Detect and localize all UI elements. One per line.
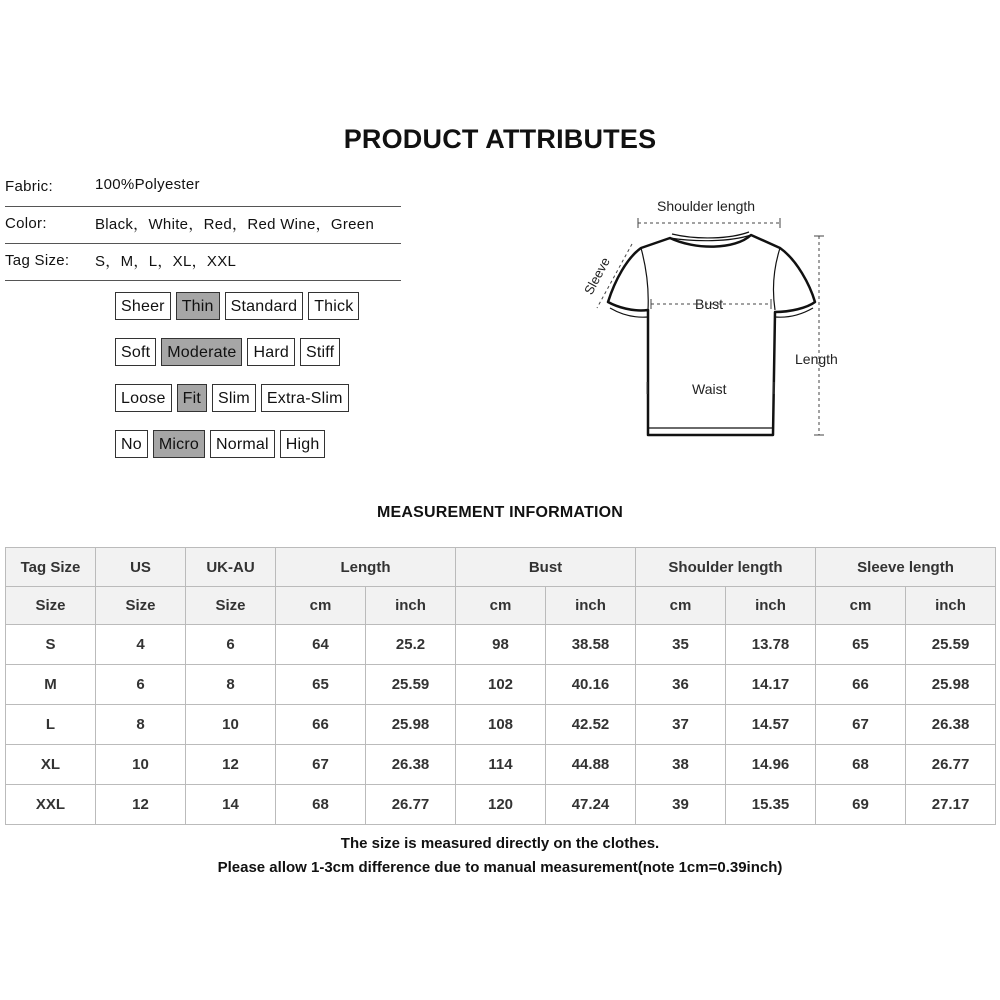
- attr-value: 100%Polyester: [95, 176, 200, 193]
- table-header-row: [6, 548, 996, 587]
- column-header: UK-AU: [186, 548, 276, 587]
- table-cell: 8: [186, 665, 276, 705]
- option-chips: [115, 384, 349, 412]
- sleeve-label: Sleeve: [581, 254, 613, 298]
- option-chip-thin: Thin: [176, 292, 220, 320]
- table-cell: 10: [186, 705, 276, 745]
- table-cell: 38.58: [546, 625, 636, 665]
- note-difference: Please allow 1-3cm difference due to manual measurement(note 1cm=0.39inch): [217, 859, 783, 876]
- option-chip-stiff: Stiff: [300, 338, 340, 366]
- column-subheader: inch: [906, 587, 996, 625]
- table-cell: 4: [96, 625, 186, 665]
- attr-value: Black，White，Red，Red Wine，Green: [95, 216, 375, 233]
- column-subheader: Size: [186, 587, 276, 625]
- attr-row-color: [5, 207, 401, 244]
- divider: [5, 280, 401, 281]
- table-cell: 26.38: [906, 705, 996, 745]
- table-cell: 25.98: [366, 705, 456, 745]
- table-row: [6, 785, 996, 825]
- page-title: PRODUCT ATTRIBUTES: [343, 124, 657, 154]
- table-cell: 66: [276, 705, 366, 745]
- option-chip-fit: Fit: [177, 384, 207, 412]
- table-cell: 26.77: [366, 785, 456, 825]
- option-chip-thick: Thick: [308, 292, 359, 320]
- option-chip-sheer: Sheer: [115, 292, 171, 320]
- column-header: Tag Size: [6, 548, 96, 587]
- table-cell: 67: [816, 705, 906, 745]
- table-cell: 12: [96, 785, 186, 825]
- table-cell: 35: [636, 625, 726, 665]
- bust-label: Bust: [695, 296, 724, 312]
- measurement-title: MEASUREMENT INFORMATION: [376, 504, 624, 521]
- table-cell: XXL: [6, 785, 96, 825]
- table-cell: 68: [276, 785, 366, 825]
- table-cell: 47.24: [546, 785, 636, 825]
- table-cell: 25.2: [366, 625, 456, 665]
- option-chip-no: No: [115, 430, 148, 458]
- table-cell: L: [6, 705, 96, 745]
- measurement-table: [5, 547, 996, 825]
- table-cell: 102: [456, 665, 546, 705]
- column-subheader: cm: [456, 587, 546, 625]
- table-cell: 14.17: [726, 665, 816, 705]
- table-cell: 25.98: [906, 665, 996, 705]
- table-cell: 14.57: [726, 705, 816, 745]
- table-cell: 66: [816, 665, 906, 705]
- column-header: Sleeve length: [816, 548, 996, 587]
- waist-label: Waist: [692, 381, 727, 397]
- option-chip-high: High: [280, 430, 326, 458]
- table-cell: 38: [636, 745, 726, 785]
- table-row: [6, 745, 996, 785]
- table-cell: 65: [816, 625, 906, 665]
- option-chip-micro: Micro: [153, 430, 205, 458]
- table-cell: M: [6, 665, 96, 705]
- table-cell: 37: [636, 705, 726, 745]
- table-body: [6, 625, 996, 825]
- table-cell: XL: [6, 745, 96, 785]
- table-cell: 39: [636, 785, 726, 825]
- column-header: Bust: [456, 548, 636, 587]
- attr-label: Tag Size:: [5, 252, 70, 269]
- table-cell: 15.35: [726, 785, 816, 825]
- length-label: Length: [795, 351, 838, 367]
- option-chips: [115, 292, 359, 320]
- column-subheader: inch: [726, 587, 816, 625]
- option-chip-moderate: Moderate: [161, 338, 242, 366]
- column-subheader: inch: [546, 587, 636, 625]
- table-cell: 120: [456, 785, 546, 825]
- table-cell: 65: [276, 665, 366, 705]
- table-cell: 42.52: [546, 705, 636, 745]
- attr-label: Color:: [5, 215, 47, 232]
- option-chip-soft: Soft: [115, 338, 156, 366]
- attr-row-tag-size: [5, 244, 401, 281]
- option-chip-slim: Slim: [212, 384, 256, 412]
- column-header: Length: [276, 548, 456, 587]
- attr-value: S，M，L，XL，XXL: [95, 253, 237, 270]
- tshirt-outline-icon: [575, 190, 860, 450]
- attr-label: Fabric:: [5, 178, 53, 195]
- table-cell: 67: [276, 745, 366, 785]
- table-cell: 12: [186, 745, 276, 785]
- note-measured: The size is measured directly on the clothes.: [340, 835, 660, 852]
- table-cell: 68: [816, 745, 906, 785]
- table-cell: 26.77: [906, 745, 996, 785]
- table-subheader-row: [6, 587, 996, 625]
- option-chip-standard: Standard: [225, 292, 304, 320]
- table-cell: S: [6, 625, 96, 665]
- option-chip-extra-slim: Extra-Slim: [261, 384, 349, 412]
- attr-row-fabric: [5, 170, 401, 207]
- column-subheader: Size: [6, 587, 96, 625]
- table-cell: 25.59: [906, 625, 996, 665]
- table-cell: 27.17: [906, 785, 996, 825]
- shoulder-length-label: Shoulder length: [657, 198, 756, 214]
- table-cell: 8: [96, 705, 186, 745]
- table-cell: 36: [636, 665, 726, 705]
- table-cell: 26.38: [366, 745, 456, 785]
- table-cell: 98: [456, 625, 546, 665]
- option-chip-normal: Normal: [210, 430, 275, 458]
- column-header: Shoulder length: [636, 548, 816, 587]
- column-subheader: cm: [636, 587, 726, 625]
- option-chips: [115, 430, 325, 458]
- table-cell: 114: [456, 745, 546, 785]
- table-row: [6, 665, 996, 705]
- column-subheader: cm: [276, 587, 366, 625]
- table-cell: 10: [96, 745, 186, 785]
- table-cell: 44.88: [546, 745, 636, 785]
- table-cell: 14: [186, 785, 276, 825]
- column-subheader: cm: [816, 587, 906, 625]
- table-cell: 64: [276, 625, 366, 665]
- tshirt-diagram: [575, 190, 860, 450]
- option-chip-loose: Loose: [115, 384, 172, 412]
- column-subheader: Size: [96, 587, 186, 625]
- option-chips: [115, 338, 340, 366]
- table-cell: 25.59: [366, 665, 456, 705]
- table-row: [6, 625, 996, 665]
- table-cell: 14.96: [726, 745, 816, 785]
- table-cell: 40.16: [546, 665, 636, 705]
- table-cell: 6: [186, 625, 276, 665]
- column-header: US: [96, 548, 186, 587]
- table-cell: 108: [456, 705, 546, 745]
- table-cell: 13.78: [726, 625, 816, 665]
- table-cell: 6: [96, 665, 186, 705]
- table-row: [6, 705, 996, 745]
- column-subheader: inch: [366, 587, 456, 625]
- table-cell: 69: [816, 785, 906, 825]
- option-chip-hard: Hard: [247, 338, 294, 366]
